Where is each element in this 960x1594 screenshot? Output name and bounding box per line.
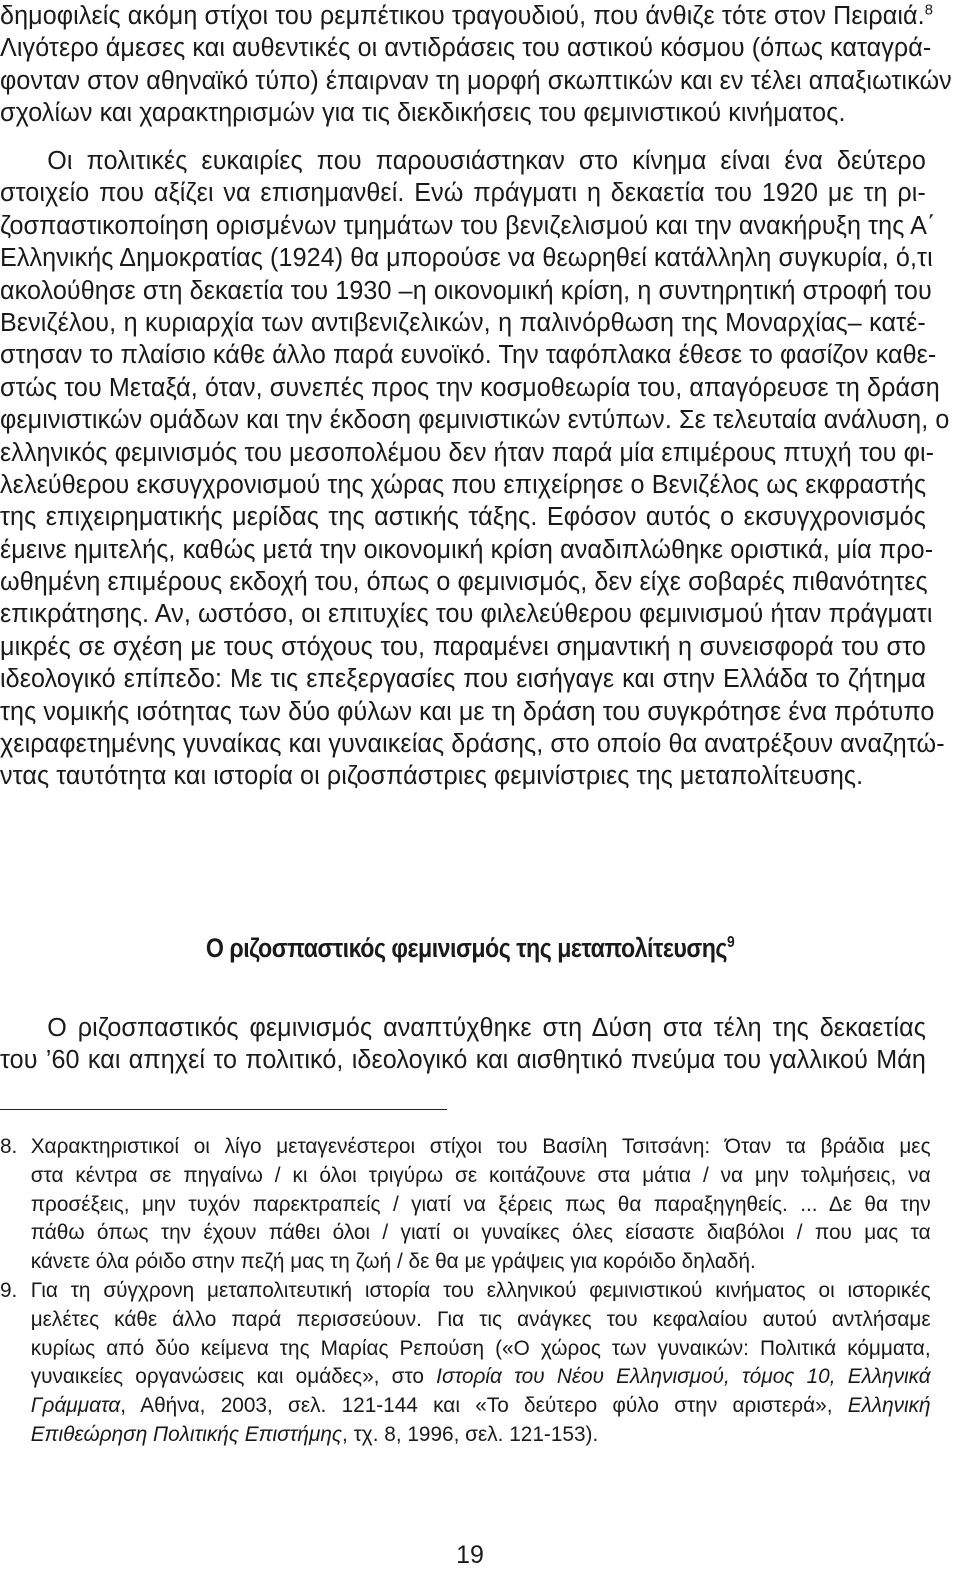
text-line: του ’60 και απηχεί το πολιτικό, ιδεολογικό και αισθητικό πνεύμα του γαλλικού Μάη — [0, 1046, 926, 1075]
text-line: ελληνικός φεμινισμός του μεσοπολέμου δεν ήταν παρά μία επιμέρους πτυχή του φι- — [0, 438, 935, 467]
footnote-8-line: 8. Χαρακτηριστικοί οι λίγο μεταγενέστεροι στίχοι του Βασίλη Τσιτσάνη: Όταν τα βράδια μες — [0, 1133, 931, 1162]
footnote-separator — [0, 1109, 447, 1110]
text-line: Βενιζέλου, η κυριαρχία των αντιβενιζελικών, η παλινόρθωση της Μοναρχίας– κατέ- — [0, 308, 926, 337]
footnote-9-line: Επιθεώρηση Πολιτικής Επιστήμης, τχ. 8, 1996, σελ. 121-153). — [30, 1422, 599, 1446]
footnote-ref-8: 8 — [924, 1, 934, 19]
footnote-9-line: Γράμματα, Αθήνα, 2003, σελ. 121-144 και «Το δεύτερο φύλο στην αριστερά», Ελληνική — [30, 1394, 931, 1418]
text-line: σχολίων και χαρακτηρισμών για τις διεκδικήσεις του φεμινιστικού κινήματος. — [0, 99, 846, 128]
footnote-9-line: 9. Για τη σύγχρονη μεταπολιτευτική ιστορία του ελληνικού φεμινιστικού κινήματος οι ιστορικές — [0, 1277, 931, 1306]
text-line: Ελληνικής Δημοκρατίας (1924) θα μπορούσε να θεωρηθεί κατάλληλη συγκυρία, ό,τι — [0, 244, 933, 273]
text-line: ζοσπαστικοποίηση ορισμένων τμημάτων του βενιζελισμού και την ανακήρυξη της Α΄ — [0, 211, 936, 240]
footnote-number: 8. — [0, 1135, 18, 1158]
text-line: επικράτησης. Αν, ωστόσο, οι επιτυχίες του φιλελεύθερου φεμινισμού ήταν πράγματι — [0, 600, 933, 629]
footnotes — [0, 1133, 931, 1450]
text-line: Λιγότερο άμεσες και αυθεντικές οι αντιδράσεις του αστικού κόσμου (όπως καταγρά- — [0, 34, 932, 63]
text-line: στησαν το πλαίσιο κάθε άλλο παρά ευνοϊκό. Την ταφόπλακα έθεσε το φασίζον καθε- — [0, 341, 937, 370]
footnote-8-line: κάνετε όλα ρόιδο στην πεζή μας τη ζωή / δε θα με γράψεις για κορόιδο δηλαδή. — [30, 1250, 756, 1274]
footnote-number: 9. — [0, 1278, 18, 1302]
section-heading: Ο ριζοσπαστικός φεμινισμός της μεταπολίτευσης$^9$ — [205, 933, 735, 963]
text-line: στώς του Μεταξά, όταν, συνεπές προς την κοσμοθεωρία του, απαγόρευσε τη δράση — [0, 373, 940, 402]
footnote-ref-9: 9 — [726, 934, 735, 951]
footnote-9-line: κυρίως από δύο κείμενα της Μαρίας Ρεπούση («Ο χώρος των γυναικών: Πολιτικά κόμματα, — [30, 1336, 931, 1360]
body-text-block-3 — [0, 1012, 926, 1077]
footnote-8-line: προσέξεις, μην τυχόν παρεκτραπείς / γιατί να ξέρεις πως θα παραξηγηθείς. ... Δε θα την — [30, 1192, 931, 1216]
text-line: δημοφιλείς ακόμη στίχοι του ρεμπέτικου τραγουδιού, που άνθιζε τότε στον Πειραιά.$^8$ — [0, 1, 934, 30]
footnote-8-line: πάθω όπως την έχουν πάθει όλοι / γιατί οι γυναίκες όλες είσαστε διαβόλοι / που μας τα — [30, 1221, 931, 1245]
text-line: ιδεολογικό επίπεδο: Με τις επεξεργασίες που εισήγαγε και στην Ελλάδα το ζήτημα — [0, 665, 926, 694]
footnote-9-line: μελέτες κάθε άλλο παρά περισσεύουν. Για τις ανάγκες του κεφαλαίου αυτού αντλήσαμε — [30, 1307, 931, 1331]
footnote-9-line: γυναικείες οργανώσεις και ομάδες», στο Ιστορία του Νέου Ελληνισμού, τόμος 10, Ελληνικά — [30, 1365, 931, 1389]
footnote-8-line: στα κέντρα σε πηγαίνω / κι όλοι τριγύρω σε κοιτάζουνε στα μάτια / να μην τολμήσεις, να — [30, 1163, 931, 1187]
text-line: της νομικής ισότητας των δύο φύλων και με τη δράση του συγκρότησε ένα πρότυπο — [0, 697, 935, 726]
body-text-block-2 — [0, 145, 950, 793]
text-line: μικρές σε σχέση με τους στόχους του, παραμένει σημαντική η συνεισφορά του στο — [0, 632, 926, 661]
text-line: της επιχειρηματικής μερίδας της αστικής τάξης. Εφόσον αυτός ο εκσυγχρονισμός — [0, 503, 926, 532]
page-number: 19 — [456, 1541, 484, 1569]
text-line: ωθημένη επιμέρους εκδοχή του, όπως ο φεμινισμός, δεν είχε σοβαρές πιθανότητες — [0, 568, 928, 597]
text-line: ακολούθησε στη δεκαετία του 1930 –η οικονομική κρίση, η συντηρητική στροφή του — [0, 276, 932, 305]
text-line: φεμινιστικών ομάδων και την έκδοση φεμινιστικών εντύπων. Σε τελευταία ανάλυση, ο — [0, 406, 950, 435]
body-text-block-1 — [0, 0, 952, 130]
text-line: ντας ταυτότητα και ιστορία οι ριζοσπάστριες φεμινίστριες της μεταπολίτευσης. — [0, 762, 864, 791]
text-line: χειραφετημένης γυναίκας και γυναικείας δράσης, στο οποίο θα ανατρέξουν αναζητώ- — [0, 730, 945, 759]
text-line: φονταν στον αθηναϊκό τύπο) έπαιρναν τη μορφή σκωπτικών και εν τέλει απαξιωτικών — [0, 66, 952, 95]
text-line: Ο ριζοσπαστικός φεμινισμός αναπτύχθηκε στη Δύση στα τέλη της δεκαετίας — [47, 1014, 926, 1042]
text-line: Οι πολιτικές ευκαιρίες που παρουσιάστηκαν στο κίνημα είναι ένα δεύτερο — [47, 147, 926, 175]
text-line: λελεύθερου εκσυγχρονισμού της χώρας που επιχείρησε ο Βενιζέλος ως εκφραστής — [0, 470, 927, 499]
text-line: στοιχείο που αξίζει να επισημανθεί. Ενώ πράγματι η δεκαετία του 1920 με τη ρι- — [0, 179, 926, 208]
text-line: έμεινε ημιτελής, καθώς μετά την οικονομική κρίση αναδιπλώθηκε οριστικά, μία προ- — [0, 535, 934, 564]
